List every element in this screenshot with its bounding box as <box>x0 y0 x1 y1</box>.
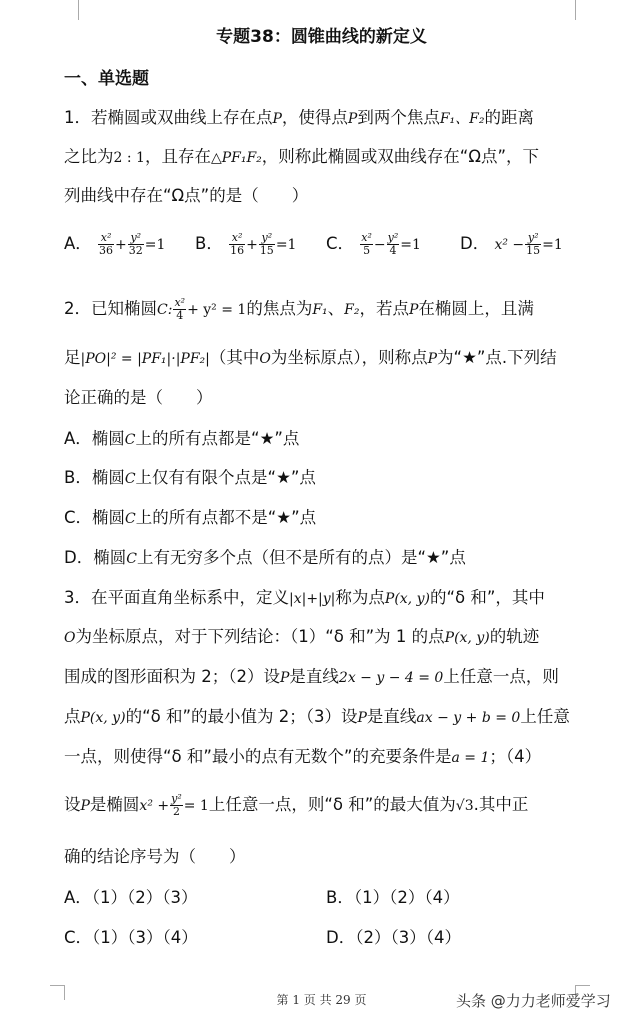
q3-option-c[interactable]: C．（1）（3）（4） <box>64 928 198 947</box>
q2-line: 2．已知椭圆C: $\frac{\text{x²}}{4}$ + y² = 1的焦点为F₁、F₂，若点P在椭圆上，且满 <box>64 296 534 322</box>
q3-line: 一点，则使得“δ 和”最小的点有无数个”的充要条件是a = 1；（4） <box>64 747 542 766</box>
q1-line: 之比为2 : 1，且存在△PF₁F₂，则称此椭圆或双曲线存在“Ω点”，下 <box>64 147 539 166</box>
corner-mark <box>575 0 590 20</box>
q2-option-d[interactable]: D．椭圆C上有无穷多个点（但不是所有的点）是“★”点 <box>64 548 466 567</box>
q2-option-c[interactable]: C．椭圆C上的所有点都不是“★”点 <box>64 508 317 527</box>
section-heading: 一、单选题 <box>64 69 149 89</box>
q1-line: 列曲线中存在“Ω点”的是（ ） <box>64 186 309 205</box>
q3-line: 点P(x, y)的“δ 和”的最小值为 2；（3）设P是直线ax − y + b = 0上任意 <box>64 707 570 726</box>
q3-line: 围成的图形面积为 2；（2）设P是直线2x − y − 4 = 0上任意一点，则 <box>64 667 559 686</box>
corner-mark <box>64 0 79 20</box>
q3-option-b[interactable]: B．（1）（2）（4） <box>326 888 460 907</box>
q1-option-c[interactable]: C． $\frac{\text{x²}}{5}$ − $\frac{\text{y²}}{4}$ =1 <box>326 231 421 257</box>
q3-line: 确的结论序号为（ ） <box>64 847 246 866</box>
watermark: 头条 @力力老师爱学习 <box>456 992 611 1010</box>
q3-line: O为坐标原点，对于下列结论：（1）“δ 和”为 1 的点P(x, y)的轨迹 <box>64 627 540 646</box>
q2-option-b[interactable]: B．椭圆C上仅有有限个点是“★”点 <box>64 468 316 487</box>
q1-option-d[interactable]: D． x² − $\frac{\text{y²}}{15}$ =1 <box>460 231 563 257</box>
q3-line: 3．在平面直角坐标系中，定义|x|+|y|称为点P(x, y)的“δ 和”，其中 <box>64 588 545 607</box>
q1-line: 1．若椭圆或双曲线上存在点P，使得点P到两个焦点F₁、F₂的距离 <box>64 108 534 127</box>
q2-line: 论正确的是（ ） <box>64 388 213 407</box>
q1-option-b[interactable]: B． $\frac{\text{x²}}{16}$ + $\frac{\text{y²}}{15}$ =1 <box>195 231 297 257</box>
page-footer: 第 1 页 共 29 页 <box>276 993 367 1007</box>
q1-option-a[interactable]: A． $\frac{\text{x²}}{36}$ + $\frac{\text{y²}}{32}$ =1 <box>64 231 166 257</box>
q3-option-d[interactable]: D．（2）（3）（4） <box>326 928 461 947</box>
q3-line: 设P是椭圆x² + $\frac{\text{y²}}{2}$ = 1上任意一点，则“δ 和”的最大值为√3.其中正 <box>64 792 529 818</box>
q2-line: 足|PO|² = |PF₁|·|PF₂|（其中O为坐标原点），则称点P为“★”点.下列结 <box>64 348 557 367</box>
q2-option-a[interactable]: A．椭圆C上的所有点都是“★”点 <box>64 429 300 448</box>
q3-option-a[interactable]: A．（1）（2）（3） <box>64 888 198 907</box>
page-title: 专题38：圆锥曲线的新定义 <box>216 27 427 47</box>
